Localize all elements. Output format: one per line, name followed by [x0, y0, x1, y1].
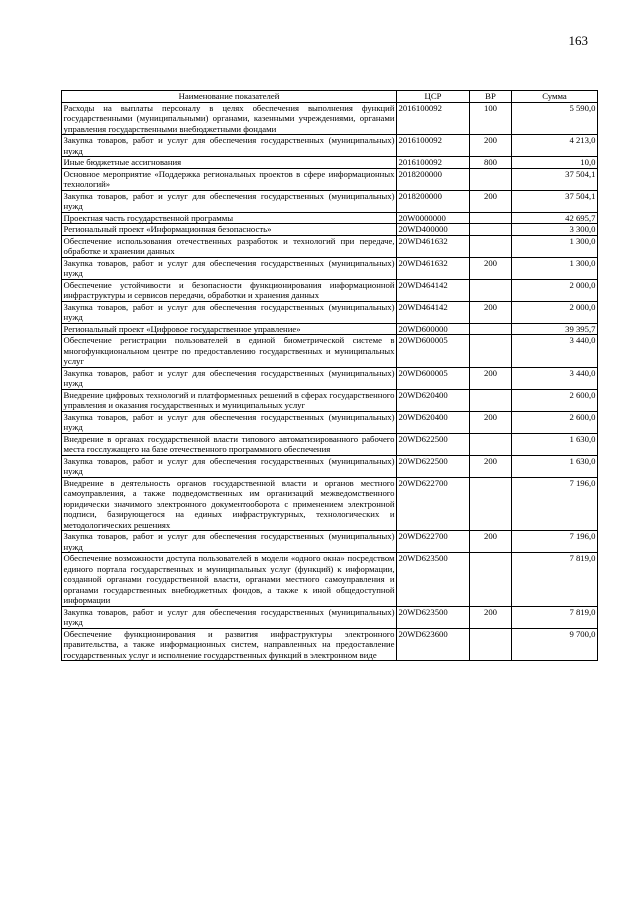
table-row [62, 477, 598, 531]
cell-vr [470, 477, 512, 531]
table-row [62, 628, 598, 661]
cell-name: Закупка товаров, работ и услуг для обеспечения государственных (муниципальных) нужд [63, 606, 395, 627]
cell-csr: 20WD400000 [397, 224, 470, 236]
cell-vr [470, 212, 512, 224]
cell-name: Закупка товаров, работ и услуг для обеспечения государственных (муниципальных) нужд [63, 531, 395, 552]
table-body [62, 102, 598, 661]
table-header-row [62, 91, 598, 103]
header-csr: ЦСР [397, 91, 470, 103]
table-row [62, 135, 598, 157]
cell-name: Основное мероприятие «Поддержка региональных проектов в сфере информационных технологий» [63, 168, 395, 189]
cell-name: Закупка товаров, работ и услуг для обеспечения государственных (муниципальных) нужд [63, 455, 395, 476]
cell-csr: 2016100092 [397, 157, 470, 169]
table-row [62, 335, 598, 368]
cell-vr [470, 224, 512, 236]
cell-csr: 20WD622500 [397, 433, 470, 455]
header-vr: ВР [470, 91, 512, 103]
cell-name: Закупка товаров, работ и услуг для обеспечения государственных (муниципальных) нужд [63, 301, 395, 322]
table-row [62, 323, 598, 335]
cell-name: Проектная часть государственной программы [62, 212, 397, 224]
cell-csr: 20WD622500 [397, 455, 470, 477]
cell-vr [470, 335, 512, 368]
table-row [62, 157, 598, 169]
cell-sum: 7 819,0 [512, 553, 598, 607]
cell-name: Иные бюджетные ассигнования [62, 157, 397, 169]
cell-vr: 800 [470, 157, 512, 169]
table-row [62, 190, 598, 212]
cell-vr: 100 [470, 102, 512, 135]
table-row [62, 279, 598, 301]
cell-name: Обеспечение регистрации пользователей в единой биометрической системе в многофункциональном центре по предоставлению государственных и муниципальных услуг [63, 335, 395, 366]
cell-csr: 2016100092 [397, 135, 470, 157]
table-row [62, 257, 598, 279]
cell-name: Закупка товаров, работ и услуг для обеспечения государственных (муниципальных) нужд [63, 257, 395, 278]
cell-vr: 200 [470, 190, 512, 212]
table-row [62, 301, 598, 323]
cell-name: Обеспечение возможности доступа пользователей в модели «одного окна» посредством единого портала государственных и муниципальных услуг (функций) к информации, созданной органами государственной власти, органами местного самоуправления и органами государственных внебюджетных фондов, а также к иной общедоступной информации [63, 553, 395, 605]
cell-name: Закупка товаров, работ и услуг для обеспечения государственных (муниципальных) нужд [63, 135, 395, 156]
table-row [62, 433, 598, 455]
cell-csr: 20W0000000 [397, 212, 470, 224]
header-sum: Сумма [512, 91, 598, 103]
cell-vr: 200 [470, 411, 512, 433]
cell-csr: 20WD622700 [397, 477, 470, 531]
table-row [62, 606, 598, 628]
cell-sum: 9 700,0 [512, 628, 598, 661]
cell-sum: 7 196,0 [512, 477, 598, 531]
cell-sum: 1 630,0 [512, 455, 598, 477]
cell-vr: 200 [470, 301, 512, 323]
cell-vr: 200 [470, 257, 512, 279]
cell-sum: 1 300,0 [512, 235, 598, 257]
cell-sum: 42 695,7 [512, 212, 598, 224]
cell-name: Закупка товаров, работ и услуг для обеспечения государственных (муниципальных) нужд [63, 411, 395, 432]
cell-sum: 3 300,0 [512, 224, 598, 236]
cell-csr: 20WD600005 [397, 367, 470, 389]
cell-csr: 20WD620400 [397, 389, 470, 411]
cell-name: Внедрение в органах государственной власти типового автоматизированного рабочего места госслужащего на базе отечественного программного обеспечения [63, 433, 395, 454]
cell-vr: 200 [470, 135, 512, 157]
cell-vr [470, 628, 512, 661]
cell-vr [470, 168, 512, 190]
cell-csr: 20WD623500 [397, 553, 470, 607]
cell-csr: 20WD600000 [397, 323, 470, 335]
cell-csr: 20WD600005 [397, 335, 470, 368]
cell-name: Региональный проект «Цифровое государственное управление» [62, 323, 397, 335]
cell-csr: 20WD623600 [397, 628, 470, 661]
cell-sum: 4 213,0 [512, 135, 598, 157]
cell-name: Закупка товаров, работ и услуг для обеспечения государственных (муниципальных) нужд [63, 190, 395, 211]
table-row [62, 411, 598, 433]
table-row [62, 168, 598, 190]
table-row [62, 553, 598, 607]
table-row [62, 212, 598, 224]
cell-vr [470, 323, 512, 335]
cell-sum: 39 395,7 [512, 323, 598, 335]
cell-vr: 200 [470, 455, 512, 477]
table-row [62, 389, 598, 411]
cell-vr [470, 235, 512, 257]
cell-name: Обеспечение устойчивости и безопасности функционирования информационной инфраструктуры и сервисов передачи, обработки и хранения данных [63, 279, 395, 300]
cell-name: Обеспечение функционирования и развития инфраструктуры электронного правительства, а также информационных систем, направленных на предоставление государственных услуг и исполнение государственных функций в электронном виде [63, 628, 395, 660]
cell-csr: 20WD464142 [397, 279, 470, 301]
cell-name: Внедрение цифровых технологий и платформенных решений в сферах государственного управления и оказания государственных и муниципальных услуг [63, 389, 395, 410]
table-row [62, 224, 598, 236]
cell-csr: 20WD620400 [397, 411, 470, 433]
cell-csr: 2016100092 [397, 102, 470, 135]
cell-vr: 200 [470, 606, 512, 628]
cell-name: Региональный проект «Информационная безопасность» [62, 224, 397, 236]
cell-sum: 2 000,0 [512, 301, 598, 323]
page-number: 163 [568, 33, 588, 48]
cell-sum: 37 504,1 [512, 190, 598, 212]
cell-vr: 200 [470, 367, 512, 389]
cell-vr: 200 [470, 531, 512, 553]
cell-sum: 1 630,0 [512, 433, 598, 455]
cell-sum: 37 504,1 [512, 168, 598, 190]
cell-csr: 20WD461632 [397, 235, 470, 257]
table-row [62, 455, 598, 477]
cell-csr: 20WD622700 [397, 531, 470, 553]
cell-csr: 20WD464142 [397, 301, 470, 323]
cell-csr: 2018200000 [397, 168, 470, 190]
table-row [62, 102, 598, 135]
cell-vr [470, 389, 512, 411]
cell-sum: 1 300,0 [512, 257, 598, 279]
cell-sum: 2 600,0 [512, 389, 598, 411]
cell-name: Обеспечение использования отечественных разработок и технологий при передаче, обработке и хранении данных [63, 235, 395, 256]
table-row [62, 531, 598, 553]
table-row [62, 367, 598, 389]
cell-sum: 10,0 [512, 157, 598, 169]
cell-sum: 5 590,0 [512, 102, 598, 135]
cell-sum: 2 600,0 [512, 411, 598, 433]
table-row [62, 235, 598, 257]
cell-vr [470, 279, 512, 301]
cell-sum: 7 819,0 [512, 606, 598, 628]
cell-csr: 2018200000 [397, 190, 470, 212]
cell-name: Расходы на выплаты персоналу в целях обеспечения выполнения функций государственными (муниципальными) органами, казенными учреждениями, органами управления государственными внебюджетными фондами [63, 102, 395, 134]
cell-vr [470, 433, 512, 455]
budget-table [61, 90, 598, 661]
cell-csr: 20WD623500 [397, 606, 470, 628]
cell-vr [470, 553, 512, 607]
cell-sum: 7 196,0 [512, 531, 598, 553]
cell-sum: 3 440,0 [512, 335, 598, 368]
cell-sum: 3 440,0 [512, 367, 598, 389]
cell-csr: 20WD461632 [397, 257, 470, 279]
header-name: Наименование показателей [62, 91, 397, 103]
cell-name: Внедрение в деятельность органов государственной власти и органов местного самоуправления, а также подведомственных им организаций межведомственного юридически значимого электронного документооборота с применением электронной подписи, базирующегося на единых инфраструктурных, технологических и методологических решениях [63, 477, 395, 530]
cell-name: Закупка товаров, работ и услуг для обеспечения государственных (муниципальных) нужд [63, 367, 395, 388]
cell-sum: 2 000,0 [512, 279, 598, 301]
